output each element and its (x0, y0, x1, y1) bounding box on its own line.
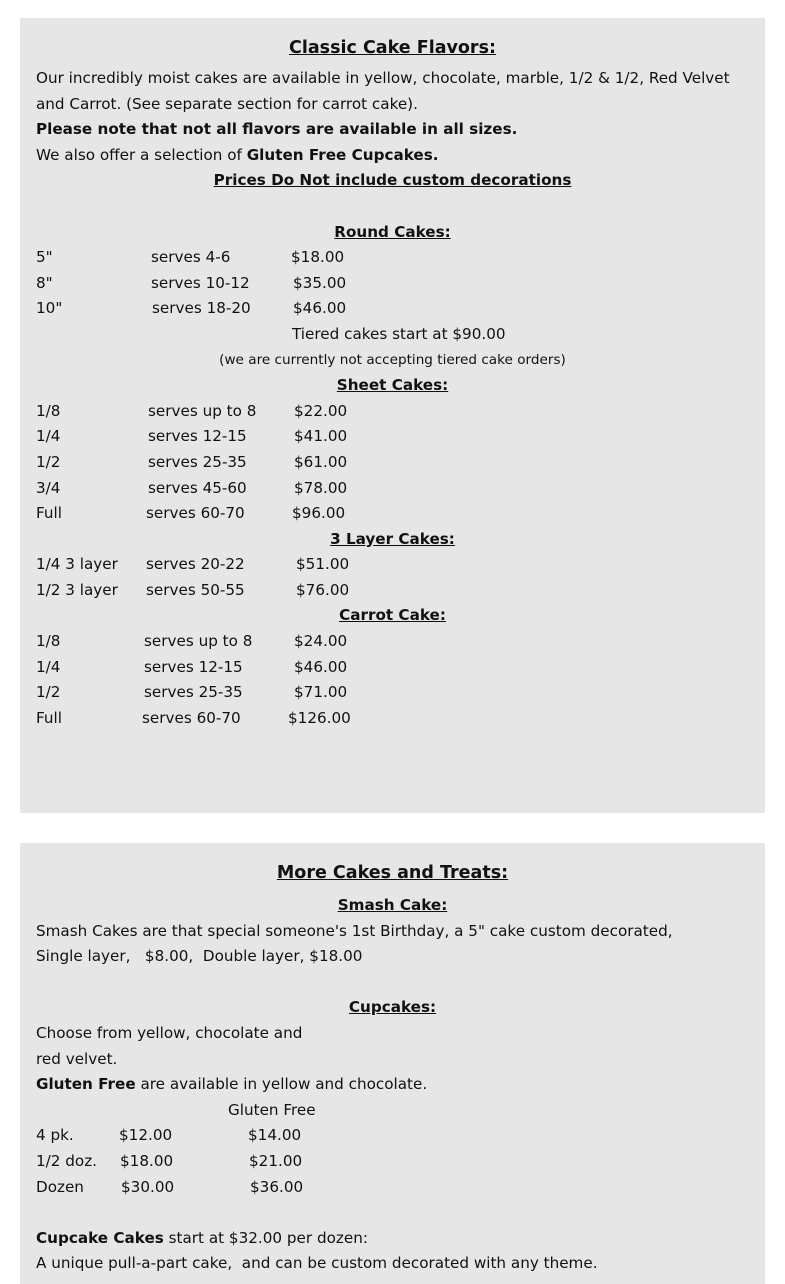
table-row (36, 399, 749, 425)
classic-flavors-panel (20, 18, 765, 813)
table-row (36, 1123, 749, 1149)
cupcakes-line-1: Choose from yellow, chocolate and (36, 1023, 303, 1042)
gf-column-header: Gluten Free (228, 1100, 316, 1119)
carrot-size: 1/4 (36, 657, 61, 676)
gf-bold: Gluten Free Cupcakes. (246, 145, 439, 164)
tiered-note: (we are currently not accepting tiered cake orders) (219, 351, 566, 368)
sheet-serves: serves 45-60 (148, 478, 247, 497)
carrot-price: $126.00 (288, 708, 351, 727)
carrot-cake-title: Carrot Cake: (339, 606, 446, 625)
sheet-cakes-title: Sheet Cakes: (336, 376, 449, 395)
cupcake-qty: 1/2 doz. (36, 1151, 98, 1170)
cupcake-qty: Dozen (36, 1177, 84, 1196)
cupcake-price: $18.00 (120, 1151, 174, 1170)
cupcake-gf-price: $14.00 (248, 1126, 302, 1145)
table-row (36, 552, 749, 578)
layer-price: $76.00 (296, 580, 350, 599)
round-price: $46.00 (293, 299, 347, 318)
classic-note: Please note that not all flavors are available in all sizes. (36, 120, 518, 139)
carrot-serves: serves up to 8 (144, 632, 253, 651)
cupcake-price: $30.00 (121, 1177, 175, 1196)
table-row (36, 450, 749, 476)
gluten-free-line (36, 143, 749, 169)
cupcake-cakes-rest: start at $32.00 per dozen: (163, 1228, 368, 1247)
round-size: 10" (36, 299, 63, 318)
carrot-serves: serves 12-15 (144, 657, 243, 676)
sheet-price: $41.00 (294, 427, 348, 446)
carrot-size: 1/2 (36, 683, 61, 702)
cupcake-cakes-line (36, 1226, 749, 1252)
table-row (36, 629, 749, 655)
gf-prefix: We also offer a selection of (36, 145, 247, 164)
round-serves: serves 18-20 (152, 299, 251, 318)
table-row (36, 578, 749, 604)
cupcake-qty: 4 pk. (36, 1126, 74, 1145)
classic-title: Classic Cake Flavors: (289, 38, 496, 58)
classic-intro: Our incredibly moist cakes are available in yellow, chocolate, marble, 1/2 & 1/2, Red Velvet and Carrot. (See separate section for carrot cake). (36, 69, 730, 113)
carrot-price: $46.00 (294, 657, 348, 676)
sheet-price: $61.00 (294, 452, 348, 471)
table-row (36, 501, 749, 527)
table-row (36, 296, 749, 322)
layer-size: 1/2 3 layer (36, 580, 118, 599)
layer-serves: serves 20-22 (146, 555, 245, 574)
sheet-size: 1/4 (36, 427, 61, 446)
cupcakes-gf-line (36, 1072, 749, 1098)
smash-cake-title: Smash Cake: (337, 896, 448, 914)
table-row (36, 245, 749, 271)
smash-line-1: Smash Cakes are that special someone's 1st Birthday, a 5" cake custom decorated, (36, 921, 673, 940)
table-row (36, 424, 749, 450)
table-row (36, 1175, 749, 1201)
round-cakes-title: Round Cakes: (334, 222, 451, 241)
carrot-price: $24.00 (294, 632, 348, 651)
layer-size: 1/4 3 layer (36, 555, 118, 574)
sheet-serves: serves 12-15 (148, 427, 247, 446)
layer-cakes-title: 3 Layer Cakes: (330, 529, 455, 548)
cupcake-cakes-bold: Cupcake Cakes (36, 1228, 164, 1247)
cupcake-gf-price: $21.00 (249, 1151, 303, 1170)
round-serves: serves 4-6 (151, 248, 231, 267)
round-size: 5" (36, 248, 53, 267)
sheet-serves: serves 60-70 (146, 504, 245, 523)
table-row (36, 476, 749, 502)
cupcake-price: $12.00 (119, 1126, 173, 1145)
carrot-serves: serves 60-70 (142, 708, 241, 727)
cupcakes-title: Cupcakes: (348, 998, 437, 1017)
table-row (36, 655, 749, 681)
carrot-size: 1/8 (36, 632, 61, 651)
layer-price: $51.00 (296, 555, 350, 574)
prices-note: Prices Do Not include custom decorations (213, 171, 572, 190)
sheet-size: Full (36, 504, 62, 523)
round-price: $18.00 (291, 248, 345, 267)
table-row (36, 706, 749, 732)
sheet-size: 1/2 (36, 452, 61, 471)
more-cakes-panel (20, 843, 765, 1284)
carrot-serves: serves 25-35 (144, 683, 243, 702)
table-row (36, 271, 749, 297)
cupcakes-line-2: red velvet. (36, 1049, 118, 1068)
round-price: $35.00 (293, 273, 347, 292)
carrot-size: Full (36, 708, 62, 727)
more-title: More Cakes and Treats: (276, 863, 509, 883)
table-row (36, 680, 749, 706)
sheet-price: $78.00 (294, 478, 348, 497)
cupcakes-gf-bold: Gluten Free (36, 1075, 136, 1094)
cupcake-gf-price: $36.00 (250, 1177, 304, 1196)
carrot-price: $71.00 (294, 683, 348, 702)
layer-serves: serves 50-55 (146, 580, 245, 599)
sheet-serves: serves 25-35 (148, 452, 247, 471)
sheet-serves: serves up to 8 (148, 401, 257, 420)
sheet-size: 1/8 (36, 401, 61, 420)
sheet-size: 3/4 (36, 478, 61, 497)
tiered-cakes: Tiered cakes start at $90.00 (292, 324, 506, 343)
sheet-price: $96.00 (292, 504, 346, 523)
round-serves: serves 10-12 (151, 273, 250, 292)
sheet-price: $22.00 (294, 401, 348, 420)
round-size: 8" (36, 273, 53, 292)
table-row (36, 1149, 749, 1175)
smash-line-2: Single layer, $8.00, Double layer, $18.00 (36, 947, 363, 966)
cupcakes-gf-rest: are available in yellow and chocolate. (135, 1075, 428, 1094)
cupcake-cakes-line-2: A unique pull-a-part cake, and can be custom decorated with any theme. (36, 1254, 598, 1273)
